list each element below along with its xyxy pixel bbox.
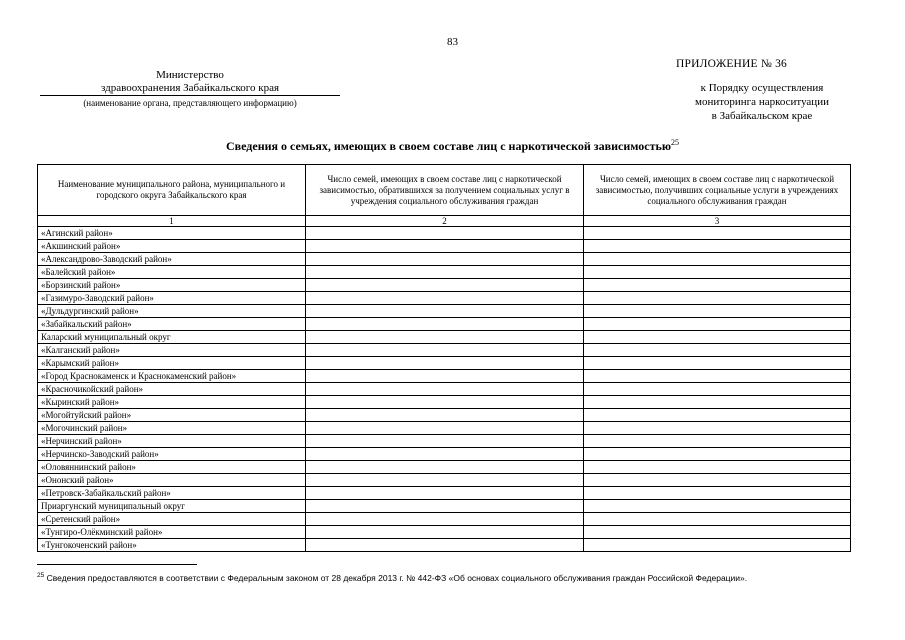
footnote-reference: 25 bbox=[671, 138, 679, 147]
column-header-received: Число семей, имеющих в своем составе лиц с наркотической зависимостью, получивших социальные услуги в учреждениях социального обслуживания граждан bbox=[584, 165, 851, 216]
value-cell bbox=[584, 396, 851, 409]
value-cell bbox=[584, 448, 851, 461]
district-name-cell: «Карымский район» bbox=[38, 357, 306, 370]
value-cell bbox=[306, 396, 584, 409]
value-cell bbox=[306, 500, 584, 513]
value-cell bbox=[306, 409, 584, 422]
district-name-cell: «Нерчинский район» bbox=[38, 435, 306, 448]
table-row bbox=[38, 266, 851, 279]
value-cell bbox=[306, 435, 584, 448]
value-cell bbox=[306, 448, 584, 461]
appendix-title: ПРИЛОЖЕНИЕ № 36 bbox=[676, 58, 788, 70]
value-cell bbox=[584, 461, 851, 474]
value-cell bbox=[584, 253, 851, 266]
district-name-cell: «Борзинский район» bbox=[38, 279, 306, 292]
district-name-cell: «Калганский район» bbox=[38, 344, 306, 357]
table-row bbox=[38, 422, 851, 435]
table-row bbox=[38, 448, 851, 461]
value-cell bbox=[306, 474, 584, 487]
column-header-applied: Число семей, имеющих в своем составе лиц с наркотической зависимостью, обратившихся за получением социальных услуг в учреждения социального обслуживания граждан bbox=[306, 165, 584, 216]
value-cell bbox=[584, 344, 851, 357]
document-title bbox=[0, 138, 905, 154]
value-cell bbox=[306, 279, 584, 292]
table-row bbox=[38, 279, 851, 292]
column-number: 3 bbox=[584, 216, 851, 227]
footnote-marker: 25 bbox=[37, 572, 45, 579]
value-cell bbox=[306, 240, 584, 253]
district-name-cell: «Александрово-Заводский район» bbox=[38, 253, 306, 266]
value-cell bbox=[306, 526, 584, 539]
table-row bbox=[38, 331, 851, 344]
value-cell bbox=[584, 422, 851, 435]
value-cell bbox=[584, 292, 851, 305]
district-name-cell: «Тунгокоченский район» bbox=[38, 539, 306, 552]
district-name-cell: «Город Краснокаменск и Краснокаменский район» bbox=[38, 370, 306, 383]
table-row bbox=[38, 253, 851, 266]
value-cell bbox=[306, 344, 584, 357]
organization-name-line2: здравоохранения Забайкальского края bbox=[40, 82, 340, 96]
district-name-cell: «Сретенский район» bbox=[38, 513, 306, 526]
value-cell bbox=[584, 305, 851, 318]
value-cell bbox=[306, 266, 584, 279]
value-cell bbox=[584, 357, 851, 370]
column-number: 2 bbox=[306, 216, 584, 227]
table-row bbox=[38, 357, 851, 370]
appendix-note-line: мониторинга наркоситуации bbox=[695, 96, 829, 108]
value-cell bbox=[306, 383, 584, 396]
table-row bbox=[38, 292, 851, 305]
district-name-cell: «Могойтуйский район» bbox=[38, 409, 306, 422]
table-row bbox=[38, 500, 851, 513]
appendix-note-line: к Порядку осуществления bbox=[700, 82, 824, 94]
district-name-cell: «Забайкальский район» bbox=[38, 318, 306, 331]
value-cell bbox=[584, 513, 851, 526]
data-table bbox=[37, 164, 851, 552]
value-cell bbox=[584, 318, 851, 331]
value-cell bbox=[306, 461, 584, 474]
district-name-cell: «Петровск-Забайкальский район» bbox=[38, 487, 306, 500]
district-name-cell: «Ононский район» bbox=[38, 474, 306, 487]
column-header-district: Наименование муниципального района, муниципального и городского округа Забайкальского края bbox=[38, 165, 306, 216]
district-name-cell: Каларский муниципальный округ bbox=[38, 331, 306, 344]
district-name-cell: «Тунгиро-Олёкминский район» bbox=[38, 526, 306, 539]
value-cell bbox=[584, 474, 851, 487]
district-name-cell: «Могочинский район» bbox=[38, 422, 306, 435]
value-cell bbox=[584, 435, 851, 448]
value-cell bbox=[584, 526, 851, 539]
table-header-row bbox=[38, 165, 851, 216]
district-name-cell: «Кыринский район» bbox=[38, 396, 306, 409]
document-title-text: Сведения о семьях, имеющих в своем составе лиц с наркотической зависимостью bbox=[225, 139, 671, 153]
district-name-cell: «Оловяннинский район» bbox=[38, 461, 306, 474]
table-row bbox=[38, 409, 851, 422]
table-row bbox=[38, 240, 851, 253]
value-cell bbox=[584, 409, 851, 422]
value-cell bbox=[584, 331, 851, 344]
value-cell bbox=[584, 500, 851, 513]
organization-name-line1: Министерство bbox=[156, 69, 224, 81]
value-cell bbox=[306, 253, 584, 266]
value-cell bbox=[306, 513, 584, 526]
district-name-cell: «Дульдургинский район» bbox=[38, 305, 306, 318]
table-row bbox=[38, 435, 851, 448]
table-row bbox=[38, 383, 851, 396]
value-cell bbox=[306, 357, 584, 370]
table-row bbox=[38, 370, 851, 383]
district-name-cell: Приаргунский муниципальный округ bbox=[38, 500, 306, 513]
table-row bbox=[38, 461, 851, 474]
footnote bbox=[37, 570, 850, 584]
value-cell bbox=[306, 487, 584, 500]
page-number: 83 bbox=[447, 36, 458, 48]
footnote-text: Сведения предоставляются в соответствии с Федеральным законом от 28 декабря 2013 г. № 442-ФЗ «Об основах социального обслуживания граждан Российской Федерации». bbox=[46, 573, 748, 583]
table-row bbox=[38, 474, 851, 487]
value-cell bbox=[306, 539, 584, 552]
district-name-cell: «Акшинский район» bbox=[38, 240, 306, 253]
table-row bbox=[38, 539, 851, 552]
appendix-note bbox=[662, 81, 862, 123]
district-name-cell: «Балейский район» bbox=[38, 266, 306, 279]
value-cell bbox=[584, 279, 851, 292]
value-cell bbox=[306, 422, 584, 435]
table-row bbox=[38, 396, 851, 409]
table-row bbox=[38, 318, 851, 331]
value-cell bbox=[584, 227, 851, 240]
column-number: 1 bbox=[38, 216, 306, 227]
column-number-row bbox=[38, 216, 851, 227]
table-row bbox=[38, 513, 851, 526]
value-cell bbox=[584, 383, 851, 396]
district-name-cell: «Красночикойский район» bbox=[38, 383, 306, 396]
organization-hint: (наименование органа, представляющего информацию) bbox=[83, 98, 297, 108]
value-cell bbox=[306, 305, 584, 318]
value-cell bbox=[584, 370, 851, 383]
value-cell bbox=[306, 331, 584, 344]
value-cell bbox=[306, 227, 584, 240]
district-name-cell: «Агинский район» bbox=[38, 227, 306, 240]
district-name-cell: «Газимуро-Заводский район» bbox=[38, 292, 306, 305]
table-row bbox=[38, 526, 851, 539]
district-name-cell: «Нерчинско-Заводский район» bbox=[38, 448, 306, 461]
table-row bbox=[38, 344, 851, 357]
value-cell bbox=[584, 266, 851, 279]
footnote-divider bbox=[37, 564, 197, 565]
value-cell bbox=[306, 292, 584, 305]
value-cell bbox=[584, 487, 851, 500]
value-cell bbox=[584, 539, 851, 552]
table-row bbox=[38, 305, 851, 318]
value-cell bbox=[306, 318, 584, 331]
table-row bbox=[38, 227, 851, 240]
value-cell bbox=[584, 240, 851, 253]
appendix-note-line: в Забайкальском крае bbox=[711, 110, 813, 122]
value-cell bbox=[306, 370, 584, 383]
table-row bbox=[38, 487, 851, 500]
